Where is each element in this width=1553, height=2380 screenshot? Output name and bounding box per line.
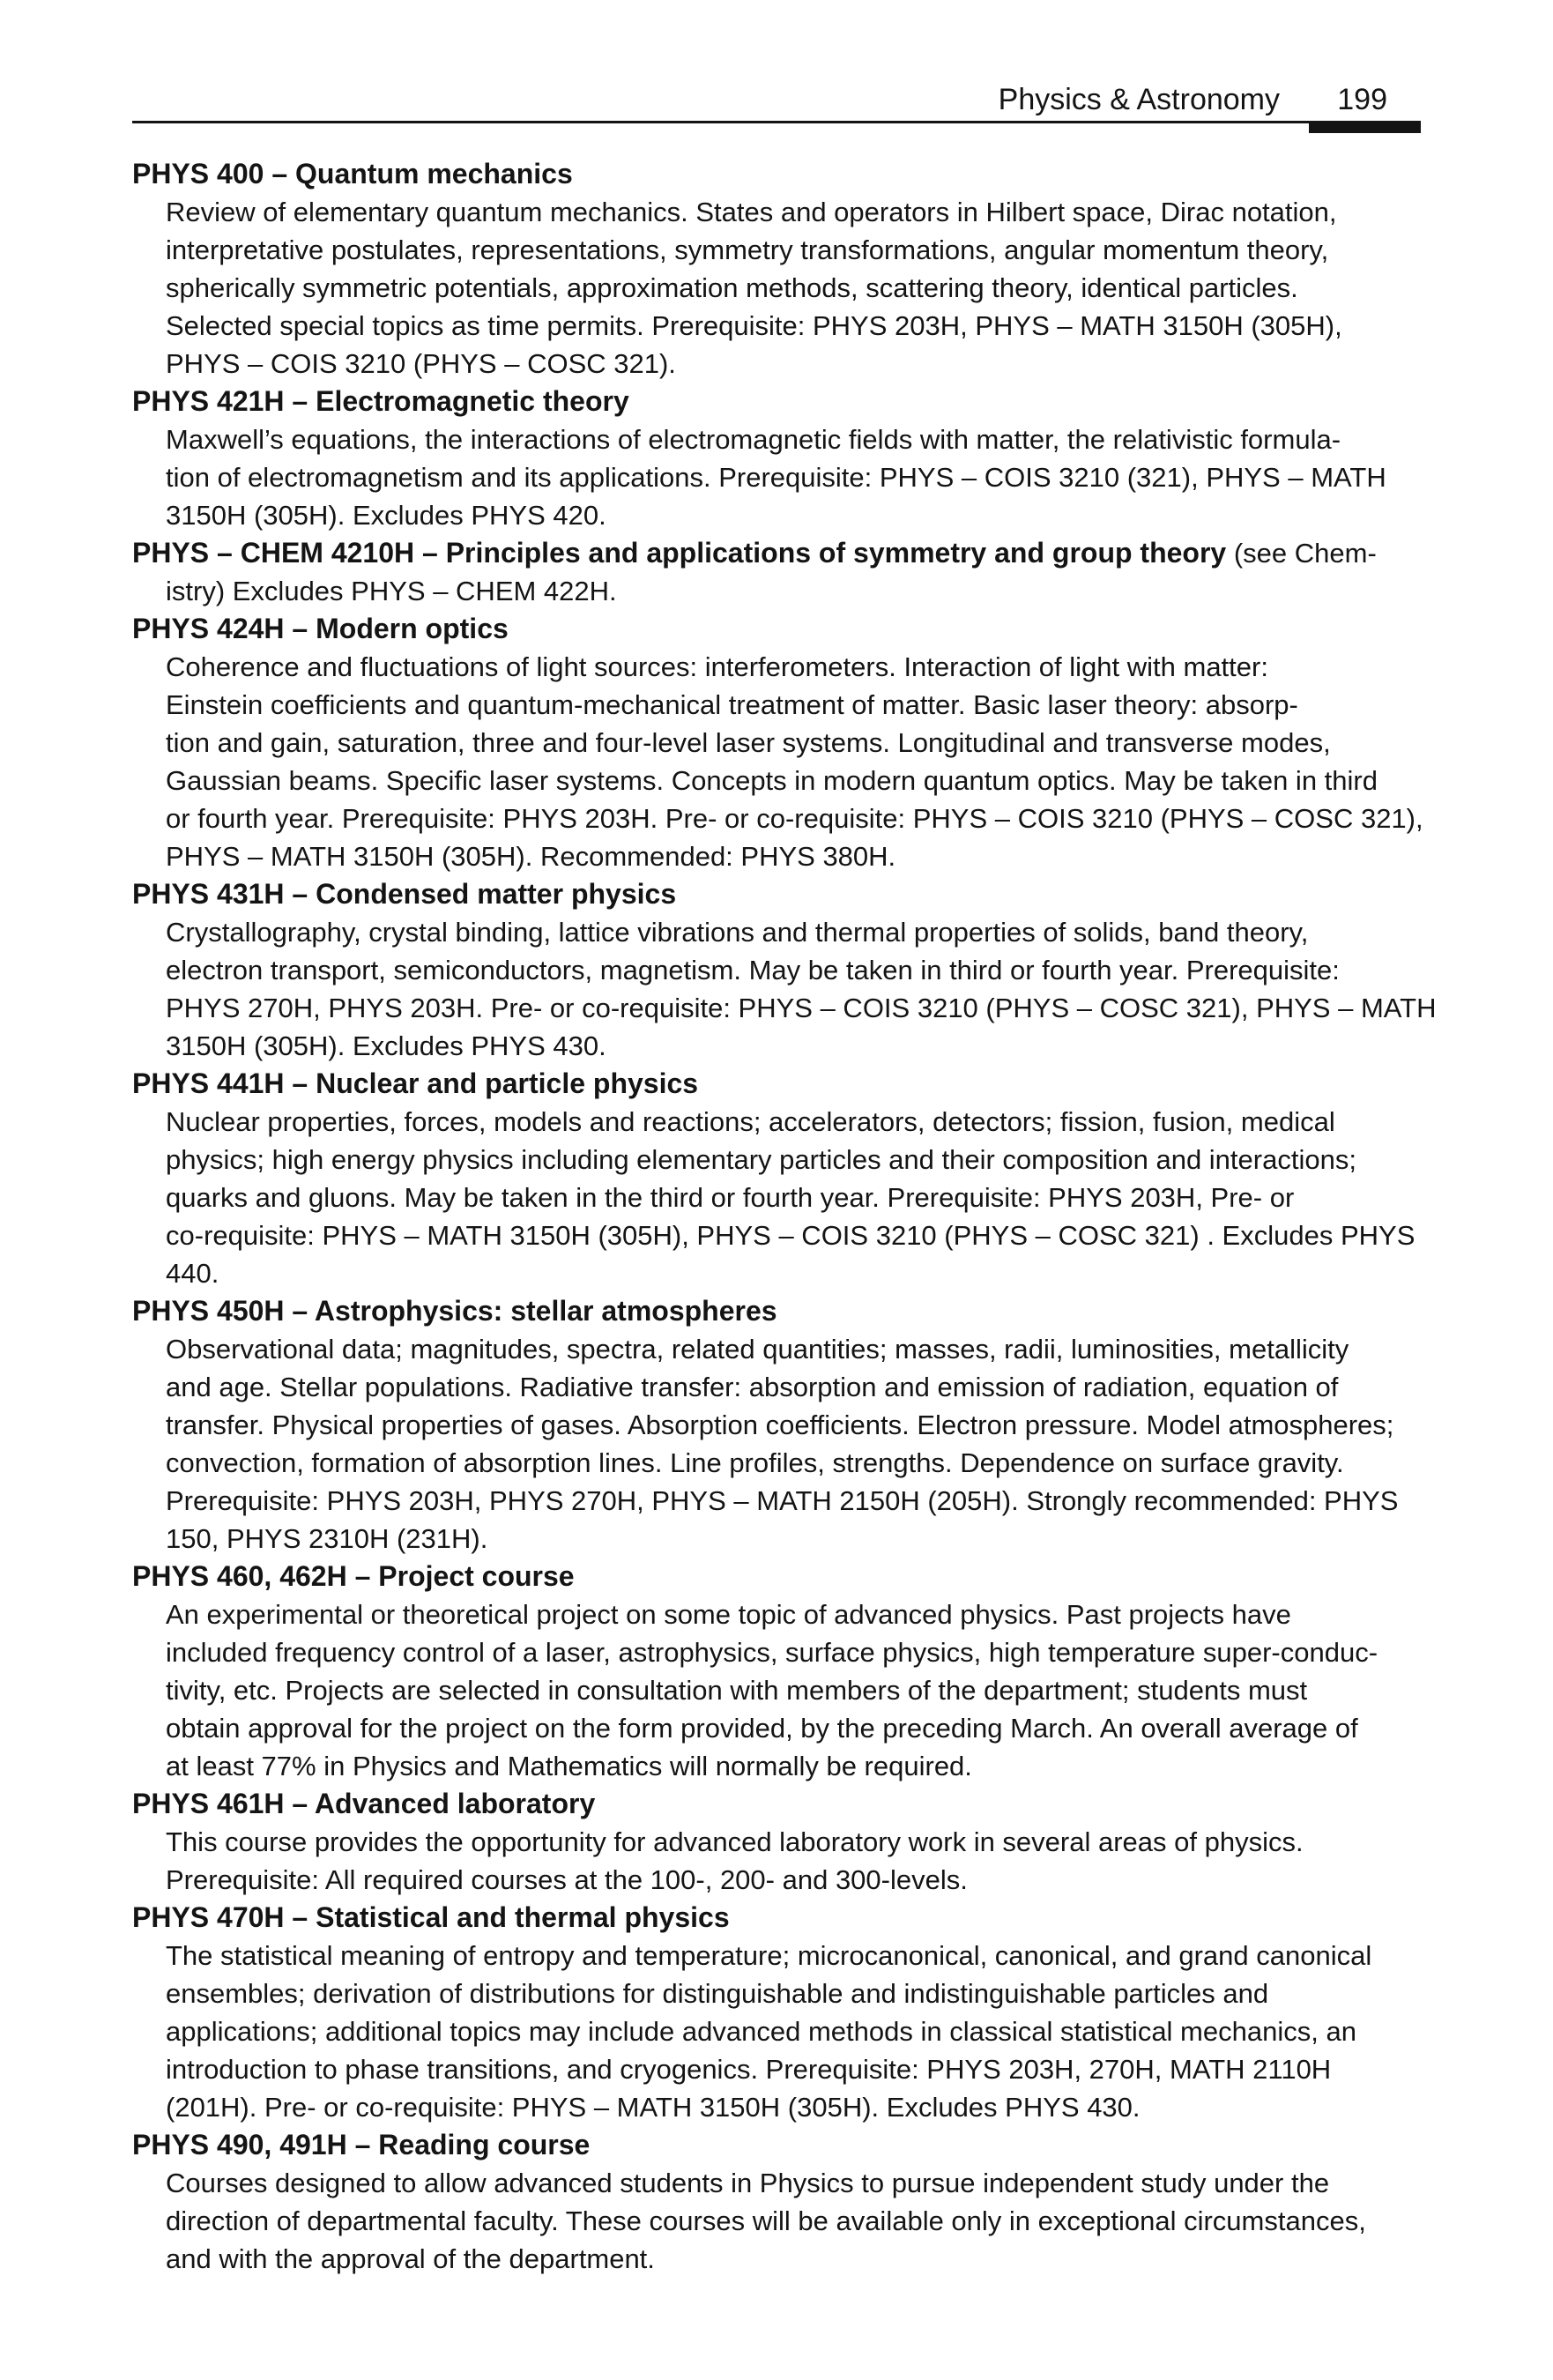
course-description	[132, 1823, 1421, 1899]
description-line: Observational data; magnitudes, spectra, related quantities; masses, radii, luminosities, metallicity	[166, 1334, 1349, 1365]
course-entry	[132, 2126, 1421, 2278]
course-entry	[132, 1292, 1421, 1558]
page-number: 199	[1337, 83, 1387, 116]
course-title: PHYS 460, 462H – Project course	[132, 1560, 575, 1592]
description-line: spherically symmetric potentials, approximation methods, scattering theory, identical particles.	[166, 272, 1298, 303]
description-line: 3150H (305H). Excludes PHYS 420.	[166, 500, 606, 531]
description-line: introduction to phase transitions, and cryogenics. Prerequisite: PHYS 203H, 270H, MATH 2110H	[166, 2054, 1332, 2085]
description-line: obtain approval for the project on the form provided, by the preceding March. An overall average of	[166, 1713, 1358, 1744]
description-line: PHYS – COIS 3210 (PHYS – COSC 321).	[166, 348, 676, 379]
description-line: 3150H (305H). Excludes PHYS 430.	[166, 1030, 606, 1061]
course-description	[132, 1937, 1421, 2126]
description-line: physics; high energy physics including elementary particles and their composition and interactions;	[166, 1144, 1356, 1175]
description-line: Crystallography, crystal binding, lattice vibrations and thermal properties of solids, band theory,	[166, 917, 1309, 948]
description-line: 150, PHYS 2310H (231H).	[166, 1523, 488, 1554]
description-line: Review of elementary quantum mechanics. States and operators in Hilbert space, Dirac notation,	[166, 197, 1337, 227]
description-line: included frequency control of a laser, astrophysics, surface physics, high temperature super-conduc-	[166, 1637, 1378, 1668]
description-line: An experimental or theoretical project on some topic of advanced physics. Past projects have	[166, 1599, 1291, 1630]
course-title-note: (see Chem-	[1226, 538, 1377, 569]
course-entry	[132, 1558, 1421, 1785]
course-description	[132, 193, 1421, 383]
course-title-line	[132, 534, 1421, 572]
course-entry	[132, 383, 1421, 534]
description-line: Coherence and fluctuations of light sources: interferometers. Interaction of light with matter:	[166, 651, 1268, 682]
description-line: at least 77% in Physics and Mathematics will normally be required.	[166, 1751, 972, 1781]
description-line: Nuclear properties, forces, models and reactions; accelerators, detectors; fission, fusion, medical	[166, 1106, 1335, 1137]
course-description	[132, 2164, 1421, 2278]
course-description	[132, 420, 1421, 534]
course-title: PHYS 421H – Electromagnetic theory	[132, 385, 629, 417]
description-line: istry) Excludes PHYS – CHEM 422H.	[166, 576, 617, 606]
course-entry	[132, 1899, 1421, 2126]
description-line: 440.	[166, 1258, 219, 1289]
course-inline-block	[132, 534, 1421, 610]
description-line: quarks and gluons. May be taken in the third or fourth year. Prerequisite: PHYS 203H, Pre- or	[166, 1182, 1295, 1213]
description-line: PHYS – MATH 3150H (305H). Recommended: PHYS 380H.	[166, 841, 896, 872]
description-line: tivity, etc. Projects are selected in consultation with members of the department; students must	[166, 1675, 1308, 1706]
course-entry	[132, 534, 1421, 610]
description-line: interpretative postulates, representations, symmetry transformations, angular momentum theory,	[166, 234, 1329, 265]
description-line: Gaussian beams. Specific laser systems. Concepts in modern quantum optics. May be taken in third	[166, 765, 1378, 796]
section-title: Physics & Astronomy	[998, 83, 1280, 116]
course-entry	[132, 1065, 1421, 1292]
course-title: PHYS – CHEM 4210H – Principles and applications of symmetry and group theory	[132, 537, 1227, 569]
course-title: PHYS 424H – Modern optics	[132, 613, 509, 644]
course-description	[132, 1330, 1421, 1558]
description-line: The statistical meaning of entropy and temperature; microcanonical, canonical, and grand canonical	[166, 1940, 1372, 1971]
course-title: PHYS 441H – Nuclear and particle physics	[132, 1067, 699, 1099]
course-description	[132, 648, 1421, 875]
course-title: PHYS 431H – Condensed matter physics	[132, 878, 677, 910]
description-line: and with the approval of the department.	[166, 2243, 655, 2274]
description-line: or fourth year. Prerequisite: PHYS 203H. Pre- or co-requisite: PHYS – COIS 3210 (PHYS – COSC 321),	[166, 803, 1423, 834]
description-line: and age. Stellar populations. Radiative transfer: absorption and emission of radiation, equation of	[166, 1372, 1339, 1402]
course-title: PHYS 461H – Advanced laboratory	[132, 1788, 596, 1819]
course-title: PHYS 400 – Quantum mechanics	[132, 158, 573, 190]
description-line: transfer. Physical properties of gases. Absorption coefficients. Electron pressure. Model atmospheres;	[166, 1409, 1394, 1440]
running-header	[132, 78, 1421, 123]
description-line: Selected special topics as time permits. Prerequisite: PHYS 203H, PHYS – MATH 3150H (305H),	[166, 310, 1342, 341]
course-title: PHYS 490, 491H – Reading course	[132, 2129, 591, 2161]
course-entry	[132, 155, 1421, 383]
course-entry	[132, 875, 1437, 1065]
header-rule	[132, 121, 1421, 123]
course-entry	[132, 610, 1421, 875]
description-line: applications; additional topics may include advanced methods in classical statistical mechanics, an	[166, 2016, 1356, 2047]
course-title: PHYS 450H – Astrophysics: stellar atmospheres	[132, 1295, 777, 1327]
description-line: electron transport, semiconductors, magnetism. May be taken in third or fourth year. Prerequisite:	[166, 955, 1340, 985]
course-description	[132, 1595, 1421, 1785]
description-line: This course provides the opportunity for advanced laboratory work in several areas of physics.	[166, 1826, 1304, 1857]
description-line: ensembles; derivation of distributions for distinguishable and indistinguishable particles and	[166, 1978, 1269, 2009]
description-line: Maxwell’s equations, the interactions of electromagnetic fields with matter, the relativistic formula-	[166, 424, 1341, 455]
course-description	[132, 913, 1437, 1065]
description-line: co-requisite: PHYS – MATH 3150H (305H), PHYS – COIS 3210 (PHYS – COSC 321) . Excludes PHYS	[166, 1220, 1416, 1251]
description-line: direction of departmental faculty. These courses will be available only in exceptional circumstances,	[166, 2205, 1366, 2236]
description-line: tion of electromagnetism and its applications. Prerequisite: PHYS – COIS 3210 (321), PHYS – MATH	[166, 462, 1386, 493]
description-line: Courses designed to allow advanced students in Physics to pursue independent study under the	[166, 2168, 1330, 2198]
description-line: (201H). Pre- or co-requisite: PHYS – MATH 3150H (305H). Excludes PHYS 430.	[166, 2092, 1141, 2123]
course-entry	[132, 1785, 1421, 1899]
course-title: PHYS 470H – Statistical and thermal physics	[132, 1901, 730, 1933]
description-line: Prerequisite: All required courses at the 100-, 200- and 300-levels.	[166, 1864, 968, 1895]
description-line: tion and gain, saturation, three and four-level laser systems. Longitudinal and transverse modes,	[166, 727, 1331, 758]
course-description	[132, 1103, 1421, 1292]
description-line: PHYS 270H, PHYS 203H. Pre- or co-requisite: PHYS – COIS 3210 (PHYS – COSC 321), PHYS – MATH	[166, 993, 1437, 1023]
description-line: Prerequisite: PHYS 203H, PHYS 270H, PHYS – MATH 2150H (205H). Strongly recommended: PHYS	[166, 1485, 1399, 1516]
description-line: convection, formation of absorption lines. Line profiles, strengths. Dependence on surface gravity.	[166, 1447, 1344, 1478]
description-line: Einstein coefficients and quantum-mechanical treatment of matter. Basic laser theory: absorp-	[166, 689, 1298, 720]
course-list	[132, 155, 1437, 2278]
header-tab-mark	[1309, 121, 1421, 133]
